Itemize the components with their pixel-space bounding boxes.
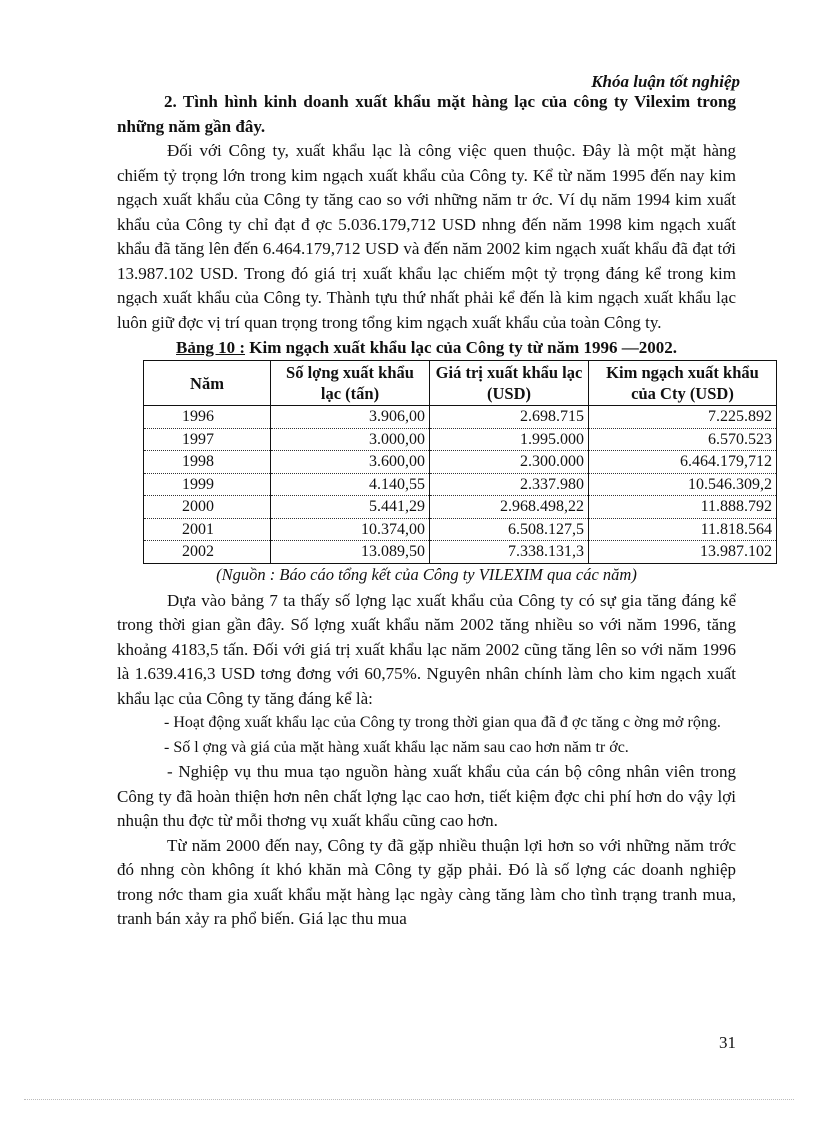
table-row <box>144 518 777 541</box>
header-company-turnover: Kim ngạch xuất khẩu của Cty (USD) <box>589 361 777 406</box>
quantity-cell: 10.374,00 <box>271 518 430 541</box>
quantity-cell: 13.089,50 <box>271 541 430 564</box>
year-cell: 2002 <box>144 541 271 564</box>
reason-item: - Hoạt động xuất khẩu lạc của Công ty trong thời gian qua đã đ ợc tăng c ờng mở rộng. <box>164 714 721 731</box>
footer-divider <box>24 1099 794 1100</box>
table-caption-number: Bảng 10 : <box>176 338 246 357</box>
header-export-value: Giá trị xuất khẩu lạc (USD) <box>430 361 589 406</box>
closing-paragraph: Từ năm 2000 đến nay, Công ty đã gặp nhiều thuận lợi hơn so với những năm trớc đó nhng còn không ít khó khăn mà Công ty gặp phải. Đó là số lợng các doanh nghiệp trong nớc tham gia xuất khẩu mặt hàng lạc ngày càng tăng làm cho tình trạng tranh mua, tranh bán xảy ra phổ biến. Giá lạc thu mua <box>117 835 736 928</box>
value-cell: 7.338.131,3 <box>430 541 589 564</box>
year-cell: 1998 <box>144 451 271 474</box>
turnover-cell: 10.546.309,2 <box>589 473 777 496</box>
table-row <box>144 428 777 451</box>
reason-item: - Số l ợng và giá của mặt hàng xuất khẩu lạc năm sau cao hơn năm tr ớc. <box>164 738 629 756</box>
page-number: 31 <box>719 1033 736 1052</box>
table-caption-text: Kim ngạch xuất khẩu lạc của Công ty từ năm 1996 —2002. <box>249 338 677 357</box>
value-cell: 2.968.498,22 <box>430 496 589 519</box>
quantity-cell: 5.441,29 <box>271 496 430 519</box>
year-cell: 1997 <box>144 428 271 451</box>
turnover-cell: 13.987.102 <box>589 541 777 564</box>
value-cell: 6.508.127,5 <box>430 518 589 541</box>
table-row <box>144 451 777 474</box>
header-title: Khóa luận tốt nghiệp <box>591 72 740 91</box>
header-year: Năm <box>144 361 271 406</box>
turnover-cell: 7.225.892 <box>589 406 777 429</box>
quantity-cell: 3.000,00 <box>271 428 430 451</box>
table-row <box>144 406 777 429</box>
year-cell: 2000 <box>144 496 271 519</box>
value-cell: 2.698.715 <box>430 406 589 429</box>
value-cell: 1.995.000 <box>430 428 589 451</box>
export-table <box>143 360 777 564</box>
turnover-cell: 6.570.523 <box>589 428 777 451</box>
intro-paragraph: Đối với Công ty, xuất khẩu lạc là công việc quen thuộc. Đây là một mặt hàng chiếm tỷ trọng lớn trong kim ngạch xuất khẩu của Công ty. Kể từ năm 1995 đến nay kim ngạch xuất khẩu của Công ty tăng cao so với những năm tr ớc. Ví dụ năm 1994 kim xuất khẩu của Công ty chỉ đạt đ ợc 5.036.179,712 USD nhng đến năm 1998 kim ngạch xuất khẩu đã tăng lên đến 6.464.179,712 USD và đến năm 2002 kim ngạch xuất khẩu đã đạt tới 13.987.102 USD. Trong đó giá trị xuất khẩu lạc chiếm một tỷ trọng đáng kể trong kim ngạch xuất khẩu của Công ty. Thành tựu thứ nhất phải kể đến là kim ngạch xuất khẩu lạc luôn giữ đợc vị trí quan trọng trong tổng kim ngạch xuất khẩu của toàn Công ty. <box>117 141 736 332</box>
reason-item: - Nghiệp vụ thu mua tạo nguồn hàng xuất khẩu của cán bộ công nhân viên trong Công ty đã hoàn thiện hơn nên chất lợng lạc cao hơn, tiết kiệm đợc chi phí hơn do vậy lợi nhuận thu đợc từ mỗi thơng vụ xuất khẩu cũng cao hơn. <box>117 762 736 830</box>
table-header-row <box>144 361 777 406</box>
table-source: (Nguồn : Báo cáo tổng kết của Công ty VILEXIM qua các năm) <box>216 564 637 584</box>
turnover-cell: 11.818.564 <box>589 518 777 541</box>
value-cell: 2.300.000 <box>430 451 589 474</box>
analysis-paragraph: Dựa vào bảng 7 ta thấy số lợng lạc xuất khẩu của Công ty có sự gia tăng đáng kể trong thời gian gần đây. Số lợng xuất khẩu năm 2002 tăng nhiều so với năm 1996, tăng khoảng 4183,5 tấn. Đối với giá trị xuất khẩu lạc năm 2002 cũng tăng lên so với năm 1996 là 1.639.416,3 USD tơng đơng với 60,75%. Nguyên nhân chính làm cho kim ngạch xuất khẩu lạc của Công ty tăng đáng kể là: <box>117 590 736 708</box>
year-cell: 1999 <box>144 473 271 496</box>
turnover-cell: 11.888.792 <box>589 496 777 519</box>
year-cell: 2001 <box>144 518 271 541</box>
year-cell: 1996 <box>144 406 271 429</box>
table-row <box>144 473 777 496</box>
table-caption <box>117 336 736 360</box>
table-row <box>144 496 777 519</box>
section-heading: 2. Tình hình kinh doanh xuất khẩu mặt hàng lạc của công ty Vilexim trong những năm gần đây. <box>117 92 736 136</box>
quantity-cell: 3.600,00 <box>271 451 430 474</box>
table-row <box>144 541 777 564</box>
turnover-cell: 6.464.179,712 <box>589 451 777 474</box>
value-cell: 2.337.980 <box>430 473 589 496</box>
quantity-cell: 4.140,55 <box>271 473 430 496</box>
quantity-cell: 3.906,00 <box>271 406 430 429</box>
header-quantity: Số lợng xuất khẩu lạc (tấn) <box>271 361 430 406</box>
page-content <box>117 90 772 932</box>
